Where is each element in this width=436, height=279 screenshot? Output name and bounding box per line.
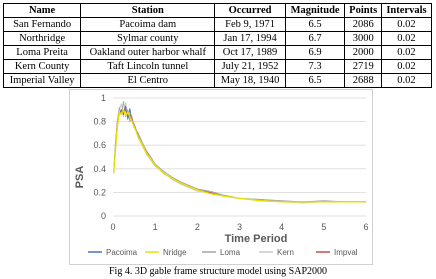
column-header: Intervals (381, 4, 431, 18)
y-tick-label: 0.6 (93, 140, 106, 151)
legend-label: Impval (334, 248, 358, 257)
column-header: Name (4, 4, 81, 18)
earthquake-records-table (3, 3, 432, 88)
series-line-impval (114, 110, 366, 202)
table-cell: Oakland outer harbor whalf (81, 46, 215, 60)
table-row (4, 60, 432, 74)
x-tick-label: 6 (363, 222, 369, 232)
x-axis-title: Time Period (224, 233, 288, 245)
table-cell: El Centro (81, 74, 215, 88)
y-tick-label: 0 (100, 211, 106, 221)
table-cell: Feb 9, 1971 (215, 18, 285, 32)
series-line-nridge (114, 110, 366, 202)
y-axis-title: PSA (74, 165, 86, 189)
table-cell: Kern County (4, 60, 81, 74)
table-cell: 3000 (345, 32, 382, 46)
table-cell: Taft Lincoln tunnel (81, 60, 215, 74)
x-tick-label: 1 (152, 222, 158, 232)
y-tick-label: 0.2 (93, 187, 106, 198)
legend-label: Nridge (163, 248, 187, 257)
y-tick-label: 1 (100, 93, 106, 103)
table-cell: Northridge (4, 32, 81, 46)
table-cell: Oct 17, 1989 (215, 46, 285, 60)
table-cell: 2688 (345, 74, 382, 88)
x-tick-label: 4 (279, 222, 285, 232)
y-tick-label: 0.4 (93, 163, 106, 174)
x-tick-label: 5 (321, 222, 327, 232)
tick-layer (93, 93, 368, 232)
psa-chart (70, 90, 372, 264)
table-cell: 6.5 (285, 18, 345, 32)
table-cell: 2086 (345, 18, 382, 32)
legend-label: Loma (220, 248, 241, 257)
table-row (4, 32, 432, 46)
table-cell: 6.7 (285, 32, 345, 46)
table-cell: Loma Preita (4, 46, 81, 60)
x-tick-label: 0 (110, 222, 116, 232)
column-header: Points (345, 4, 382, 18)
series-line-pacoima (114, 106, 366, 202)
series-line-loma (114, 102, 366, 202)
series-layer (114, 102, 366, 204)
table-cell: July 21, 1952 (215, 60, 285, 74)
psa-chart-frame (69, 89, 373, 265)
table-cell: Jan 17, 1994 (215, 32, 285, 46)
table-cell: May 18, 1940 (215, 74, 285, 88)
legend-label: Kern (277, 248, 294, 257)
legend-label: Pacoima (106, 248, 138, 257)
column-header: Station (81, 4, 215, 18)
table-cell: 0.02 (381, 74, 431, 88)
table-cell: 2000 (345, 46, 382, 60)
x-tick-label: 3 (236, 222, 243, 232)
table-cell: Imperial Valley (4, 74, 81, 88)
table-cell: 6.5 (285, 74, 345, 88)
table-row (4, 18, 432, 32)
table-cell: Pacoima dam (81, 18, 215, 32)
x-tick-label: 2 (194, 222, 200, 232)
table-cell: 7.3 (285, 60, 345, 74)
table-cell: Sylmar county (81, 32, 215, 46)
table-cell: 0.02 (381, 18, 431, 32)
table-cell: San Fernando (4, 18, 81, 32)
figure-caption: Fig 4. 3D gable frame structure model using SAP2000 (108, 266, 328, 277)
table-cell: 0.02 (381, 60, 431, 74)
table-row (4, 74, 432, 88)
series-line-kern (114, 103, 366, 203)
table-cell: 0.02 (381, 32, 431, 46)
column-header: Magnitude (285, 4, 345, 18)
table-cell: 6.9 (285, 46, 345, 60)
column-header: Occurred (215, 4, 285, 18)
table-row (4, 46, 432, 60)
y-tick-label: 0.8 (93, 116, 106, 127)
table-cell: 0.02 (381, 46, 431, 60)
table-cell: 2719 (345, 60, 382, 74)
legend (88, 248, 358, 257)
table-header-row (4, 4, 432, 18)
